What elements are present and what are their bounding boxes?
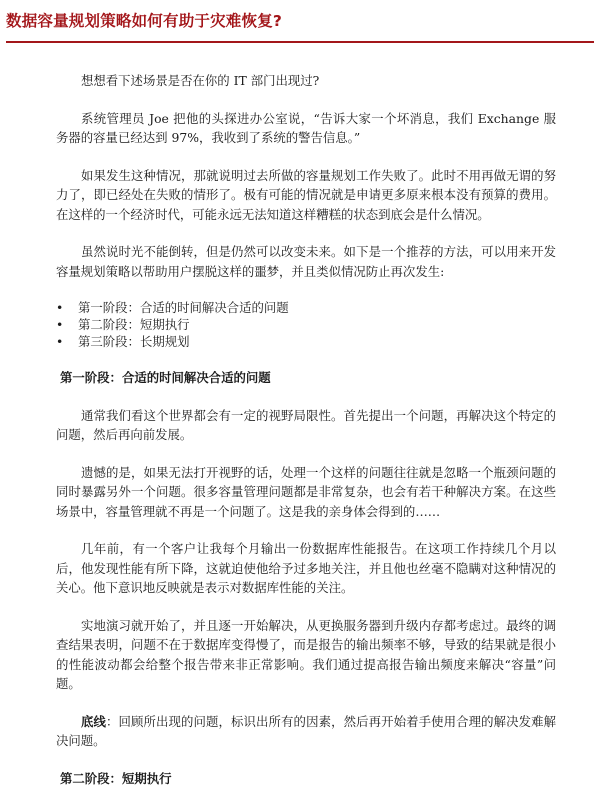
- list-item: • 第二阶段：短期执行: [56, 316, 556, 333]
- title-divider: [6, 41, 594, 43]
- paragraph-recommendation: 虽然说时光不能倒转，但是仍然可以改变未来。如下是一个推荐的方法，可以用来开发容量规划策略以帮助用户摆脱这样的噩梦，并且类似情况防止再次发生:: [56, 244, 556, 279]
- paragraph-client-story: 几年前，有一个客户让我每个月输出一份数据库性能报告。在这项工作持续几个月以后，他发现性能有所下降，这就迫使他给予过多地关注，并且他也丝毫不隐瞒对这种情况的关心。他下意识地反映就是表示对数据库性能的关注。: [56, 541, 556, 595]
- section-heading-phase-2: 第二阶段：短期执行: [60, 770, 172, 786]
- bottom-line-text: ：回顾所出现的问题，标识出所有的因素，然后再开始着手使用合理的解决发难解决问题。: [56, 713, 557, 748]
- article-body: [56, 71, 556, 806]
- bottom-line-label: 底线: [81, 713, 107, 729]
- section-heading-phase-1: 第一阶段：合适的时间解决合适的问题: [60, 370, 271, 385]
- paragraph-joe-quote: 系统管理员 Joe 把他的头探进办公室说，“告诉大家一个坏消息，我们 Exchange 服务器的容量已经达到 97%，我收到了系统的警告信息。”: [56, 110, 556, 145]
- paragraph-bottleneck: 遗憾的是，如果无法打开视野的话，处理一个这样的问题往往就是忽略一个瓶颈问题的同时暴露另外一个问题。很多容量管理问题都是非常复杂，也会有若干种解决方案。在这些场景中，容量管理就不再是一个问题了。这是我的亲身体会得到的……: [56, 464, 556, 519]
- list-item: • 第三阶段：长期规划: [56, 333, 556, 350]
- phase-list: [56, 299, 556, 350]
- page-title: 数据容量规划策略如何有助于灾难恢复?: [6, 12, 283, 30]
- paragraph-intro: 想想看下述场景是否在你的 IT 部门出现过?: [81, 73, 320, 88]
- list-item: • 第一阶段：合适的时间解决合适的问题: [56, 299, 556, 316]
- paragraph-drill: 实地演习就开始了，并且逐一开始解决，从更换服务器到升级内存都考虑过。最终的调查结果表明，问题不在于数据库变得慢了，而是报告的输出频率不够，导致的结果就是很小的性能波动都会给整个报告带来非正常影响。我们通过提高报告输出频度来解决“容量”问题。: [56, 617, 556, 691]
- paragraph-failure: 如果发生这种情况，那就说明过去所做的容量规划工作失败了。此时不用再做无谓的努力了，即已经处在失败的情形了。极有可能的情况就是申请更多原来根本没有预算的费用。在这样的一个经济时代，可能永远无法知道这样糟糕的状态到底会是什么情况。: [56, 167, 556, 222]
- paragraph-vision: 通常我们看这个世界都会有一定的视野局限性。首先提出一个问题，再解决这个特定的问题，然后再向前发展。: [56, 407, 556, 442]
